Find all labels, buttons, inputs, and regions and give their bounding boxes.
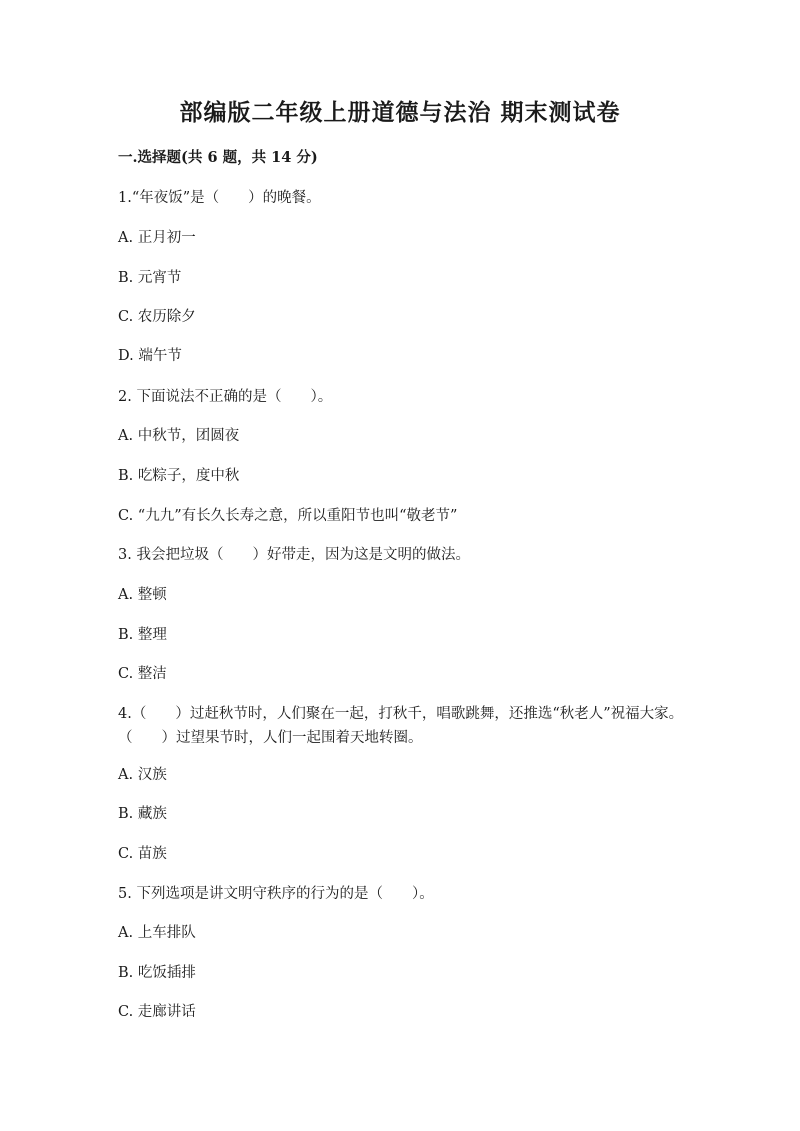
answer-option: C. “九九”有长久长寿之意，所以重阳节也叫“敬老节” xyxy=(118,508,458,524)
answer-option: B. 藏族 xyxy=(118,806,167,822)
answer-option: A. 汉族 xyxy=(118,767,167,783)
question-stem: 5. 下列选项是讲文明守秩序的行为的是（ ）。 xyxy=(118,886,434,902)
answer-option: A. 中秋节，团圆夜 xyxy=(118,428,240,444)
page-title: 部编版二年级上册道德与法治 期末测试卷 xyxy=(179,99,621,126)
answer-option: A. 正月初一 xyxy=(118,230,196,246)
answer-option: C. 走廊讲话 xyxy=(118,1004,196,1020)
answer-option: A. 整顿 xyxy=(118,587,167,603)
section-heading: 一.选择题(共 6 题，共 14 分) xyxy=(118,149,318,166)
answer-option: C. 苗族 xyxy=(118,846,167,862)
question-stem: 4.（ ）过赶秋节时，人们聚在一起，打秋千，唱歌跳舞，还推选“秋老人”祝福大家。（ ）过望果节时，人们一起围着天地转圈。 xyxy=(118,706,684,746)
answer-option: D. 端午节 xyxy=(118,348,182,364)
question-stem: 2. 下面说法不正确的是（ ）。 xyxy=(118,389,333,405)
answer-option: C. 农历除夕 xyxy=(118,309,196,325)
question-stem: 1.“年夜饭”是（ ）的晚餐。 xyxy=(118,190,321,206)
answer-option: A. 上车排队 xyxy=(118,925,196,941)
answer-option: C. 整洁 xyxy=(118,666,167,682)
answer-option: B. 整理 xyxy=(118,627,167,643)
question-stem: 3. 我会把垃圾（ ）好带走，因为这是文明的做法。 xyxy=(118,547,470,563)
answer-option: B. 吃粽子，度中秋 xyxy=(118,468,240,484)
answer-option: B. 吃饭插排 xyxy=(118,965,196,981)
answer-option: B. 元宵节 xyxy=(118,270,182,286)
